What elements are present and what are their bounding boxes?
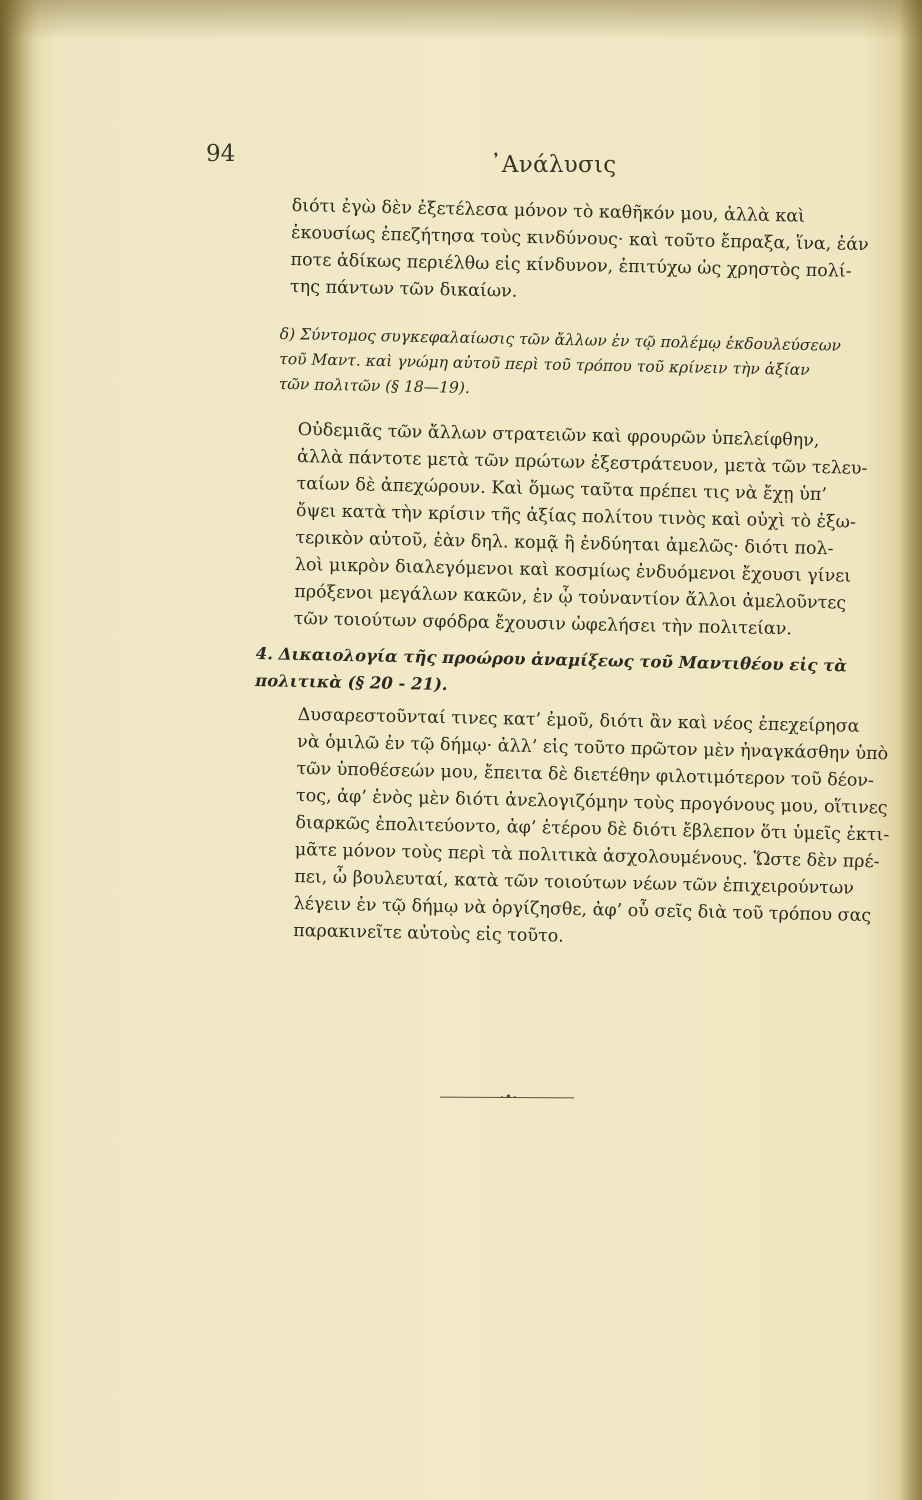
text-line: τῶν τοιούτων σφόδρα ἔχουσιν ὠφελήσει τὴν πολιτείαν.	[293, 608, 793, 640]
page-number: 94	[206, 141, 236, 167]
text-line: Δυσαρεστοῦνταί τινες κατ’ ἐμοῦ, διότι ἂν καὶ νέος ἐπεχείρησα	[297, 704, 860, 737]
text-line: νὰ ὁμιλῶ ἐν τῷ δήμῳ· ἀλλ’ εἰς τοῦτο πρῶτον μὲν ἠναγκάσθην ὑπὸ	[296, 731, 889, 765]
text-line: πει, ὦ βουλευταί, κατὰ τῶν τοιούτων νέων τῶν ἐπιχειρούντων	[294, 866, 855, 899]
text-line: διότι ἐγὼ δὲν ἐξετέλεσα μόνον τὸ καθῆκόν μου, ἀλλὰ καὶ	[291, 195, 806, 227]
text-line: ἀλλὰ πάντοτε μετὰ τῶν πρώτων ἐξεστράτευον, μετὰ τῶν τελευ-	[296, 446, 868, 479]
text-line: τοῦ Μαντ. καὶ γνώμη αὐτοῦ περὶ τοῦ τρόπου τοῦ κρίνειν τὴν ἀξίαν	[279, 349, 810, 380]
book-spine-shadow	[0, 0, 40, 1500]
text-line: τῶν πολιτῶν (§ 18—19).	[278, 374, 471, 397]
running-head: ᾿Ανάλυσις	[490, 152, 617, 178]
text-line: μᾶτε μόνον τοὺς περὶ τὰ πολιτικὰ ἀσχολουμένους. Ὥστε δὲν πρέ-	[294, 839, 880, 873]
section-summary-heading	[278, 322, 841, 409]
text-line: λοὶ μικρὸν διαλεγόμενοι καὶ κοσμίως ἐνδυόμενοι ἔχουσι γίνει	[294, 554, 852, 587]
section-end-ornament: ·•·	[500, 1090, 518, 1104]
text-line: παρακινεῖτε αὐτοὺς εἰς τοῦτο.	[292, 920, 565, 947]
paragraph-3	[293, 702, 892, 957]
text-line: ἑκουσίως ἐπεζήτησα τοὺς κινδύνους· καὶ τοῦτο ἔπραξα, ἵνα, ἐάν	[290, 222, 869, 256]
text-line: ταίων δὲ ἀπεχώρουν. Καὶ ὅμως ταῦτα πρέπει τις νὰ ἔχῃ ὑπ’	[296, 473, 828, 506]
text-line: ὄψει κατὰ τὴν κρίσιν τῆς ἀξίας πολίτου τινὸς καὶ οὐχὶ τὸ ἐξω-	[295, 500, 857, 533]
text-line: λέγειν ἐν τῷ δήμῳ νὰ ὀργίζησθε, ἀφ’ οὗ σεῖς διὰ τοῦ τρόπου σας	[293, 893, 872, 927]
text-line: ποτε ἀδίκως περιέλθω εἰς κίνδυνον, ἐπιτύχω ὡς χρηστὸς πολί-	[290, 249, 852, 282]
text-line: τῶν ὑποθέσεών μου, ἔπειτα δὲ διετέθην φιλοτιμότερον τοῦ δέον-	[296, 758, 875, 792]
text-line: πολιτικὰ (§ 20 - 21).	[254, 670, 448, 695]
page-top-edge	[0, 0, 922, 40]
text-line: διαρκῶς ἐπολιτεύοντο, ἀφ’ ἑτέρου δὲ διότι ἔβλεπον ὅτι ὑμεῖς ἐκτι-	[295, 812, 890, 846]
paragraph-1	[290, 193, 870, 313]
text-line: 4. Δικαιολογία τῆς προώρου ἀναμίξεως τοῦ Μαντιθέου εἰς τὰ	[255, 643, 848, 676]
text-line: δ) Σύντομος συγκεφαλαίωσις τῶν ἄλλων ἐν τῷ πολέμῳ ἐκδουλεύσεων	[279, 324, 842, 355]
text-line: τερικὸν αὐτοῦ, ἐὰν δηλ. κομᾷ ἢ ἐνδύηται ἀμελῶς· διότι πολ-	[295, 527, 834, 560]
text-line: της πάντων τῶν δικαίων.	[289, 276, 518, 302]
text-line: πρόξενοι μεγάλων κακῶν, ἐν ᾧ τοὐναντίον ἄλλοι ἀμελοῦντες	[294, 581, 847, 614]
paragraph-2	[293, 417, 868, 645]
page-right-edge	[900, 0, 922, 1500]
text-line: Οὐδεμιᾶς τῶν ἄλλων στρατειῶν καὶ φρουρῶν ὑπελείφθην,	[297, 419, 820, 451]
text-line: τος, ἀφ’ ἑνὸς μὲν διότι ἀνελογιζόμην τοὺς προγόνους μου, οἵτινες	[295, 785, 888, 819]
